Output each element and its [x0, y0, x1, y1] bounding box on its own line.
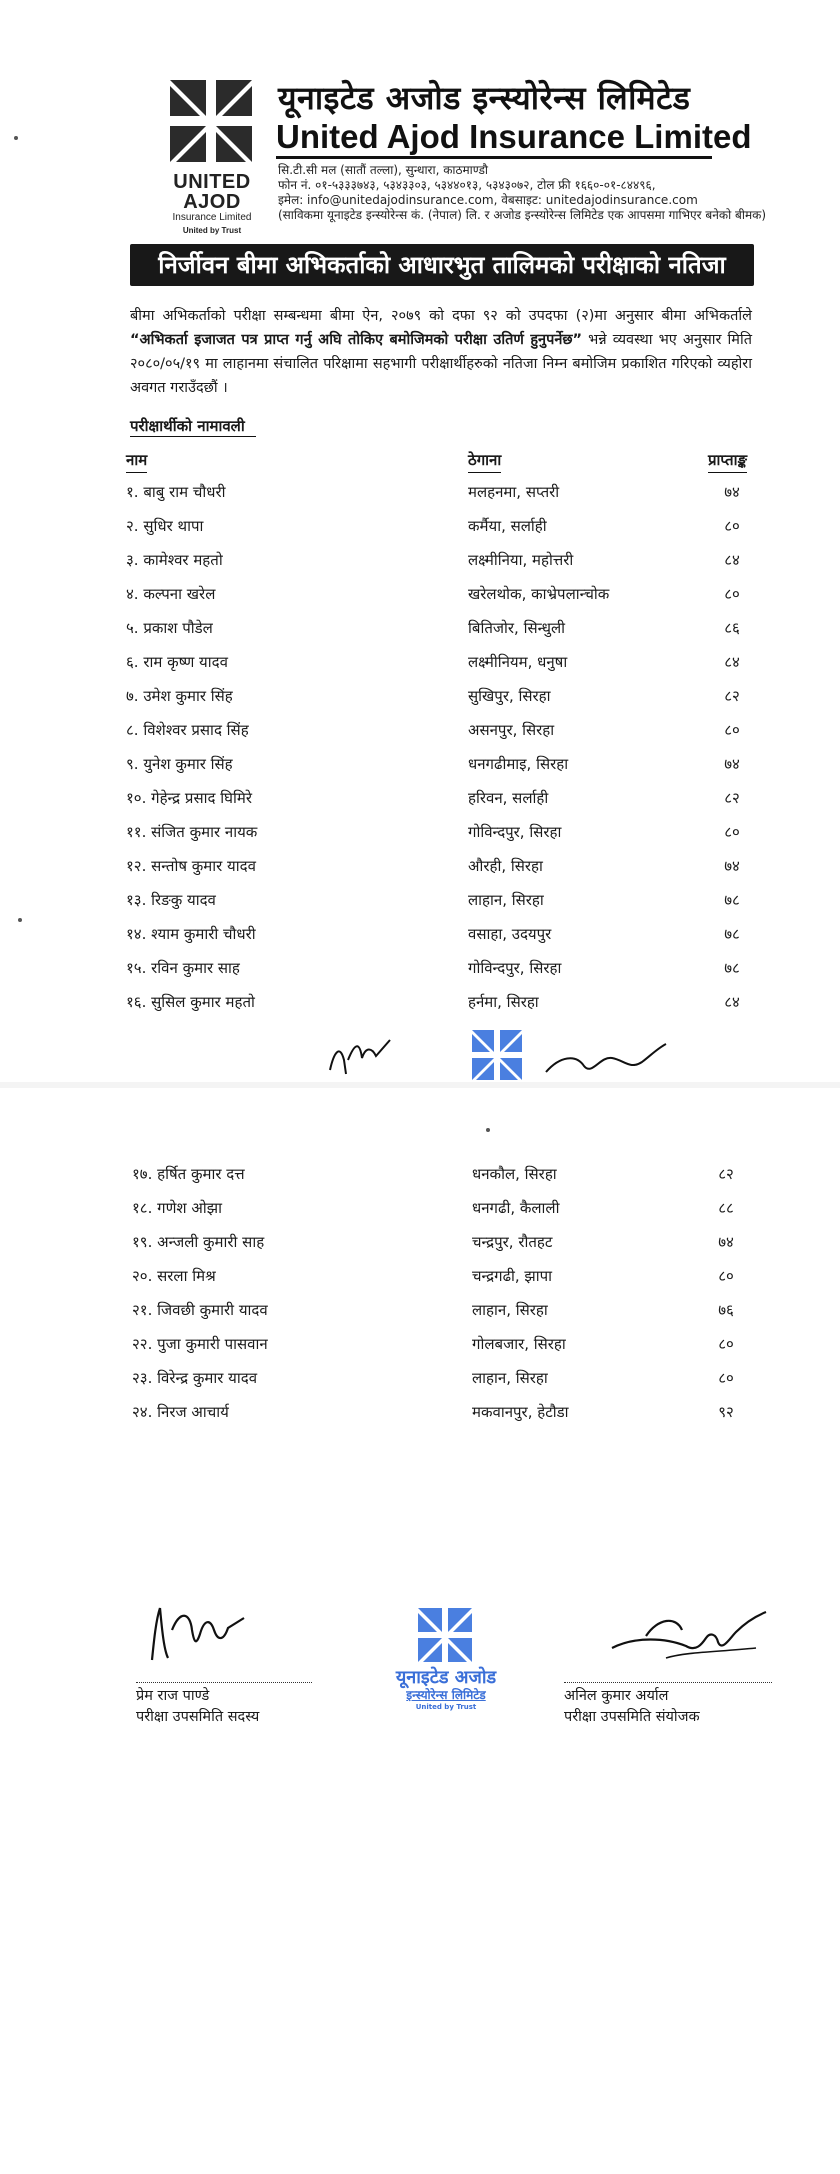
candidate-name: २४. निरज आचार्य [132, 1403, 229, 1421]
email-line: इमेल: info@unitedajodinsurance.com, वेबसाइट: unitedajodinsurance.com [278, 193, 698, 207]
candidate-score: ८० [724, 585, 740, 603]
candidate-name: ९. युनेश कुमार सिंह [126, 755, 233, 773]
candidate-score: ७४ [718, 1233, 734, 1251]
stamp-fragment-icon [470, 1028, 524, 1082]
candidate-address: कर्मैया, सर्लाही [468, 517, 547, 535]
candidate-address: हरिवन, सर्लाही [468, 789, 549, 807]
candidate-name: १५. रविन कुमार साह [126, 959, 240, 977]
table-row [0, 1368, 840, 1394]
signature-line-left [136, 1682, 312, 1683]
candidate-score: ८८ [718, 1199, 734, 1217]
candidate-address: मकवानपुर, हेटौडा [472, 1403, 569, 1421]
candidate-name: ५. प्रकाश पौडेल [126, 619, 213, 637]
candidate-address: लाहान, सिरहा [472, 1369, 548, 1387]
table-row [0, 1164, 840, 1190]
candidate-score: ८० [718, 1267, 734, 1285]
table-row [0, 652, 840, 678]
candidate-score: ७६ [718, 1301, 734, 1319]
candidate-address: खरेलथोक, काभ्रेपलान्चोक [468, 585, 610, 603]
letterhead-divider [276, 156, 712, 159]
result-page-2 [0, 1088, 840, 2174]
candidate-name: १७. हर्षित कुमार दत्त [132, 1165, 245, 1183]
company-stamp [376, 1668, 516, 1712]
table-row [0, 618, 840, 644]
column-header-address: ठेगाना [468, 451, 502, 469]
table-row [0, 890, 840, 916]
company-stamp-icon [416, 1606, 474, 1664]
table-row [0, 958, 840, 984]
candidate-name: ३. कामेश्वर महतो [126, 551, 223, 569]
table-row [0, 1402, 840, 1428]
column-header-score: प्राप्ताङ्क [708, 451, 747, 469]
candidate-address: बितिजोर, सिन्धुली [468, 619, 566, 637]
list-title: परीक्षार्थीको नामावली [130, 417, 245, 435]
table-row [0, 1334, 840, 1360]
candidate-name: ४. कल्पना खरेल [126, 585, 216, 603]
candidate-score: ८० [718, 1335, 734, 1353]
candidate-address: लाहान, सिरहा [468, 891, 544, 909]
candidate-score: ७४ [724, 755, 740, 773]
table-row [0, 550, 840, 576]
company-logo-icon [168, 78, 254, 164]
candidate-address: सुखिपुर, सिरहा [468, 687, 551, 705]
candidate-name: १९. अन्जली कुमारी साह [132, 1233, 265, 1251]
intro-text-1: बीमा अभिकर्ताको परीक्षा सम्बन्धमा बीमा ऐन, २०७९ को दफा ९२ को उपदफा (२)मा अनुसार बीमा अभिकर्ताले [130, 308, 752, 324]
signature-left [144, 1600, 254, 1670]
table-row [0, 1266, 840, 1292]
scan-speck [486, 1128, 490, 1132]
candidate-score: ७४ [724, 857, 740, 875]
address-line: सि.टी.सी मल (सातौं तल्ला), सुन्धारा, काठमाण्डौ [278, 163, 489, 177]
candidate-name: १. बाबु राम चौधरी [126, 483, 226, 501]
candidate-address: धनकौल, सिरहा [472, 1165, 557, 1183]
intro-paragraph [130, 304, 752, 400]
signatory-left [136, 1686, 259, 1728]
table-row [0, 584, 840, 610]
table-row [0, 924, 840, 950]
candidate-name: १३. रिङकु यादव [126, 891, 216, 909]
candidate-score: ८० [718, 1369, 734, 1387]
candidate-name: ६. राम कृष्ण यादव [126, 653, 228, 671]
candidate-score: ८४ [724, 653, 740, 671]
stamp-line2: इन्स्योरेन्स लिमिटेड [406, 1688, 486, 1702]
signatory-right-name: अनिल कुमार अर्याल [564, 1688, 669, 1704]
candidate-score: ८२ [724, 789, 740, 807]
candidate-score: ७८ [724, 959, 740, 977]
candidate-address: गोविन्दपुर, सिरहा [468, 823, 562, 841]
candidate-address: गोलबजार, सिरहा [472, 1335, 566, 1353]
candidate-address: चन्द्रगढी, झापा [472, 1267, 553, 1285]
candidate-name: २३. विरेन्द्र कुमार यादव [132, 1369, 258, 1387]
merger-note: (साविकमा यूनाइटेड इन्स्योरेन्स कं. (नेपाल) लि. र अजोड इन्स्योरेन्स लिमिटेड एक आपसमा गाभिएर बनेको बीमक) [278, 208, 767, 222]
candidate-score: ८४ [724, 551, 740, 569]
candidate-address: चन्द्रपुर, रौतहट [472, 1233, 553, 1251]
candidate-name: १२. सन्तोष कुमार यादव [126, 857, 256, 875]
candidate-score: ८४ [724, 993, 740, 1011]
candidate-score: ७८ [724, 925, 740, 943]
candidate-address: मलहनमा, सप्तरी [468, 483, 560, 501]
table-row [0, 720, 840, 746]
table-row [0, 686, 840, 712]
logo-wordmark [148, 172, 276, 238]
candidate-score: ८२ [724, 687, 740, 705]
scan-speck [14, 136, 18, 140]
candidate-address: वसाहा, उदयपुर [468, 925, 552, 943]
table-row [0, 482, 840, 508]
candidate-score: ८२ [718, 1165, 734, 1183]
candidate-score: ८० [724, 721, 740, 739]
candidate-score: ८० [724, 517, 740, 535]
table-row [0, 822, 840, 848]
candidate-address: धनगढीमाइ, सिरहा [468, 755, 569, 773]
company-name-english: United Ajod Insurance Limited [276, 118, 752, 155]
signature-fragment-left [326, 1030, 396, 1082]
signatory-right-role: परीक्षा उपसमिति संयोजक [564, 1709, 700, 1725]
signature-line-right [564, 1682, 772, 1683]
phone-line: फोन नं. ०१-५३३३७४३, ५३४३३०३, ५३४४०१३, ५३४३०७२, टोल फ्री १६६०-०१-८४४९६, [278, 178, 656, 192]
company-name-nepali: यूनाइटेड अजोड इन्स्योरेन्स लिमिटेड [278, 79, 691, 117]
column-header-name: नाम [126, 451, 148, 469]
candidate-name: १४. श्याम कुमारी चौधरी [126, 925, 256, 943]
stamp-line3: United by Trust [415, 1703, 477, 1711]
candidate-address: हर्नमा, सिरहा [468, 993, 539, 1011]
table-row [0, 754, 840, 780]
signature-fragment-right [540, 1036, 670, 1082]
candidate-address: लक्ष्मीनिया, महोत्तरी [468, 551, 574, 569]
candidate-score: ७८ [724, 891, 740, 909]
result-page-1 [0, 0, 840, 1082]
candidate-score: ८० [724, 823, 740, 841]
candidate-address: गोविन्दपुर, सिरहा [468, 959, 562, 977]
list-title-underline [130, 436, 256, 437]
intro-quote: “अभिकर्ता इजाजत पत्र प्राप्त गर्नु अघि तोकिए बमोजिमको परीक्षा उतिर्ण हुनुपर्नेछ” [130, 332, 583, 348]
table-row [0, 1300, 840, 1326]
logo-tagline: United by Trust [182, 226, 242, 235]
stamp-line1: यूनाइटेड अजोड [395, 1667, 497, 1688]
candidate-name: ८. विशेश्वर प्रसाद सिंह [126, 721, 249, 739]
signatory-left-role: परीक्षा उपसमिति सदस्य [136, 1709, 260, 1725]
candidate-name: ७. उमेश कुमार सिंह [126, 687, 233, 705]
candidate-name: ११. संजित कुमार नायक [126, 823, 258, 841]
candidate-name: २. सुधिर थापा [126, 517, 204, 535]
table-row [0, 1232, 840, 1258]
signatory-left-name: प्रेम राज पाण्डे [136, 1688, 210, 1704]
candidate-name: २१. जिवछी कुमारी यादव [132, 1301, 268, 1319]
candidate-score: ७४ [724, 483, 740, 501]
logo-word: UNITED AJOD [173, 171, 251, 213]
candidate-name: १०. गेहेन्द्र प्रसाद घिमिरे [126, 789, 252, 807]
candidate-name: २०. सरला मिश्र [132, 1267, 216, 1285]
signatory-right [564, 1686, 700, 1728]
signature-right [606, 1608, 770, 1674]
table-row [0, 516, 840, 542]
table-row [0, 1198, 840, 1224]
candidate-score: ९२ [718, 1403, 734, 1421]
candidate-address: लक्ष्मीनियम, धनुषा [468, 653, 568, 671]
scan-speck [18, 918, 22, 922]
candidate-name: २२. पुजा कुमारी पासवान [132, 1335, 268, 1353]
table-row [0, 856, 840, 882]
candidate-address: औरही, सिरहा [468, 857, 543, 875]
candidate-address: असनपुर, सिरहा [468, 721, 555, 739]
logo-sub: Insurance Limited [172, 212, 252, 223]
document-title: निर्जीवन बीमा अभिकर्ताको आधारभुत तालिमको परीक्षाको नतिजा [130, 244, 754, 286]
candidate-address: धनगढी, कैलाली [472, 1199, 560, 1217]
table-row [0, 992, 840, 1018]
intro-text-2: भन्ने व्यवस्था भए अनुसार मिति २०८०/०५/१९ मा लाहानमा संचालित परिक्षामा सहभागी परीक्षार्थीहरुको नतिजा निम्न बमोजिम प्रकाशित गरिएको व्यहोरा अवगत गराउँदछौं । [130, 332, 752, 396]
table-row [0, 788, 840, 814]
candidate-address: लाहान, सिरहा [472, 1301, 548, 1319]
candidate-name: १६. सुसिल कुमार महतो [126, 993, 255, 1011]
candidate-score: ८६ [724, 619, 740, 637]
candidate-name: १८. गणेश ओझा [132, 1199, 222, 1217]
